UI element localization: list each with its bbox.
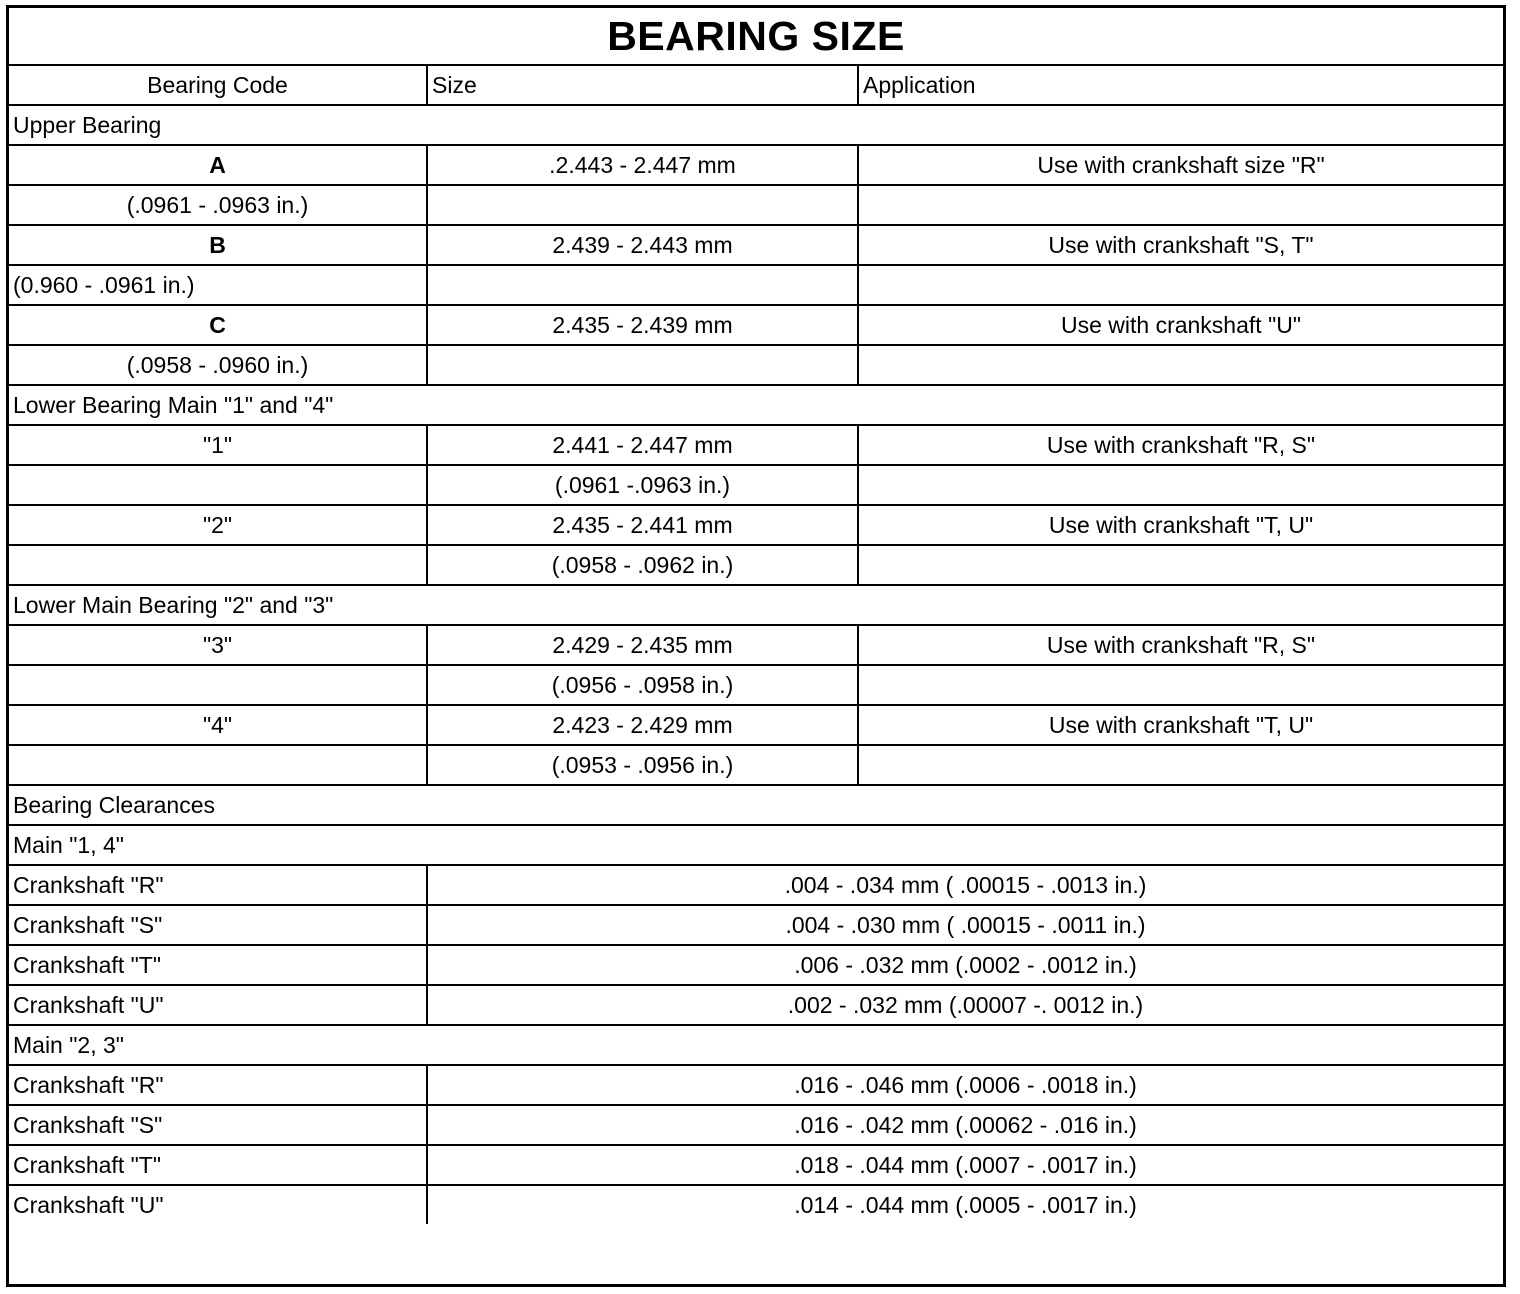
table-row	[9, 905, 1503, 945]
empty-cell	[858, 545, 1503, 585]
application-cell: Use with crankshaft "R, S"	[858, 625, 1503, 665]
size-cell: 2.439 - 2.443 mm	[427, 225, 858, 265]
empty-cell	[9, 545, 427, 585]
empty-cell	[427, 265, 858, 305]
header-size: Size	[427, 65, 858, 105]
clearance-value-cell: .004 - .034 mm ( .00015 - .0013 in.)	[427, 865, 1503, 905]
crankshaft-cell: Crankshaft "S"	[9, 905, 427, 945]
crankshaft-cell: Crankshaft "T"	[9, 1145, 427, 1185]
inch-size-cell: (.0961 -.0963 in.)	[427, 465, 858, 505]
application-cell: Use with crankshaft "R, S"	[858, 425, 1503, 465]
inch-size-cell: (.0958 - .0960 in.)	[9, 345, 427, 385]
empty-cell	[427, 185, 858, 225]
bearing-code-cell: "4"	[9, 705, 427, 745]
bearing-code-cell: B	[9, 225, 427, 265]
empty-cell	[858, 745, 1503, 785]
application-cell: Use with crankshaft "T, U"	[858, 505, 1503, 545]
application-cell: Use with crankshaft "T, U"	[858, 705, 1503, 745]
empty-cell	[9, 665, 427, 705]
clearance-value-cell: .016 - .046 mm (.0006 - .0018 in.)	[427, 1065, 1503, 1105]
table-row	[9, 185, 1503, 225]
header-bearing-code: Bearing Code	[9, 65, 427, 105]
inch-size-cell: (.0953 - .0956 in.)	[427, 745, 858, 785]
empty-cell	[858, 185, 1503, 225]
inch-size-cell: (.0961 - .0963 in.)	[9, 185, 427, 225]
crankshaft-cell: Crankshaft "U"	[9, 1185, 427, 1224]
size-cell: 2.441 - 2.447 mm	[427, 425, 858, 465]
clearance-value-cell: .014 - .044 mm (.0005 - .0017 in.)	[427, 1185, 1503, 1224]
table-row	[9, 865, 1503, 905]
table-row	[9, 985, 1503, 1025]
clearance-value-cell: .016 - .042 mm (.00062 - .016 in.)	[427, 1105, 1503, 1145]
bearing-code-cell: A	[9, 145, 427, 185]
crankshaft-cell: Crankshaft "U"	[9, 985, 427, 1025]
section-row	[9, 825, 1503, 865]
table-row	[9, 1185, 1503, 1224]
section-row	[9, 1025, 1503, 1065]
size-cell: 2.435 - 2.439 mm	[427, 305, 858, 345]
crankshaft-cell: Crankshaft "T"	[9, 945, 427, 985]
section-lower-main-bearing-2-3: Lower Main Bearing "2" and "3"	[9, 585, 1503, 625]
table-row	[9, 1105, 1503, 1145]
table-row	[9, 345, 1503, 385]
empty-cell	[858, 665, 1503, 705]
table-row	[9, 425, 1503, 465]
subsection-main-1-4: Main "1, 4"	[9, 825, 1503, 865]
table-row	[9, 545, 1503, 585]
section-row	[9, 385, 1503, 425]
crankshaft-cell: Crankshaft "R"	[9, 865, 427, 905]
application-cell: Use with crankshaft size "R"	[858, 145, 1503, 185]
table-row	[9, 745, 1503, 785]
section-lower-bearing-main-1-4: Lower Bearing Main "1" and "4"	[9, 385, 1503, 425]
crankshaft-cell: Crankshaft "S"	[9, 1105, 427, 1145]
application-cell: Use with crankshaft "S, T"	[858, 225, 1503, 265]
bearing-code-cell: "1"	[9, 425, 427, 465]
table-title: BEARING SIZE	[9, 8, 1503, 65]
table-row	[9, 465, 1503, 505]
size-cell: .2.443 - 2.447 mm	[427, 145, 858, 185]
table-row	[9, 705, 1503, 745]
table-row	[9, 305, 1503, 345]
table-row	[9, 145, 1503, 185]
section-row	[9, 585, 1503, 625]
empty-cell	[858, 465, 1503, 505]
title-row	[9, 8, 1503, 65]
table-row	[9, 945, 1503, 985]
bearing-code-cell: C	[9, 305, 427, 345]
header-application: Application	[858, 65, 1503, 105]
clearance-value-cell: .006 - .032 mm (.0002 - .0012 in.)	[427, 945, 1503, 985]
empty-cell	[427, 345, 858, 385]
table-row	[9, 665, 1503, 705]
section-bearing-clearances: Bearing Clearances	[9, 785, 1503, 825]
table-row	[9, 625, 1503, 665]
bearing-size-table	[9, 8, 1503, 1224]
table-row	[9, 225, 1503, 265]
table-row	[9, 1145, 1503, 1185]
empty-cell	[858, 345, 1503, 385]
size-cell: 2.423 - 2.429 mm	[427, 705, 858, 745]
inch-size-cell: (.0958 - .0962 in.)	[427, 545, 858, 585]
bearing-size-table-frame	[6, 5, 1506, 1287]
inch-size-cell: (.0956 - .0958 in.)	[427, 665, 858, 705]
crankshaft-cell: Crankshaft "R"	[9, 1065, 427, 1105]
size-cell: 2.429 - 2.435 mm	[427, 625, 858, 665]
clearance-value-cell: .018 - .044 mm (.0007 - .0017 in.)	[427, 1145, 1503, 1185]
clearance-value-cell: .004 - .030 mm ( .00015 - .0011 in.)	[427, 905, 1503, 945]
size-cell: 2.435 - 2.441 mm	[427, 505, 858, 545]
empty-cell	[9, 465, 427, 505]
bearing-code-cell: "2"	[9, 505, 427, 545]
section-row	[9, 105, 1503, 145]
table-row	[9, 505, 1503, 545]
inch-size-cell: (0.960 - .0961 in.)	[9, 265, 427, 305]
table-row	[9, 1065, 1503, 1105]
subsection-main-2-3: Main "2, 3"	[9, 1025, 1503, 1065]
header-row	[9, 65, 1503, 105]
empty-cell	[858, 265, 1503, 305]
section-upper-bearing: Upper Bearing	[9, 105, 1503, 145]
application-cell: Use with crankshaft "U"	[858, 305, 1503, 345]
section-row	[9, 785, 1503, 825]
bearing-code-cell: "3"	[9, 625, 427, 665]
empty-cell	[9, 745, 427, 785]
table-row	[9, 265, 1503, 305]
clearance-value-cell: .002 - .032 mm (.00007 -. 0012 in.)	[427, 985, 1503, 1025]
